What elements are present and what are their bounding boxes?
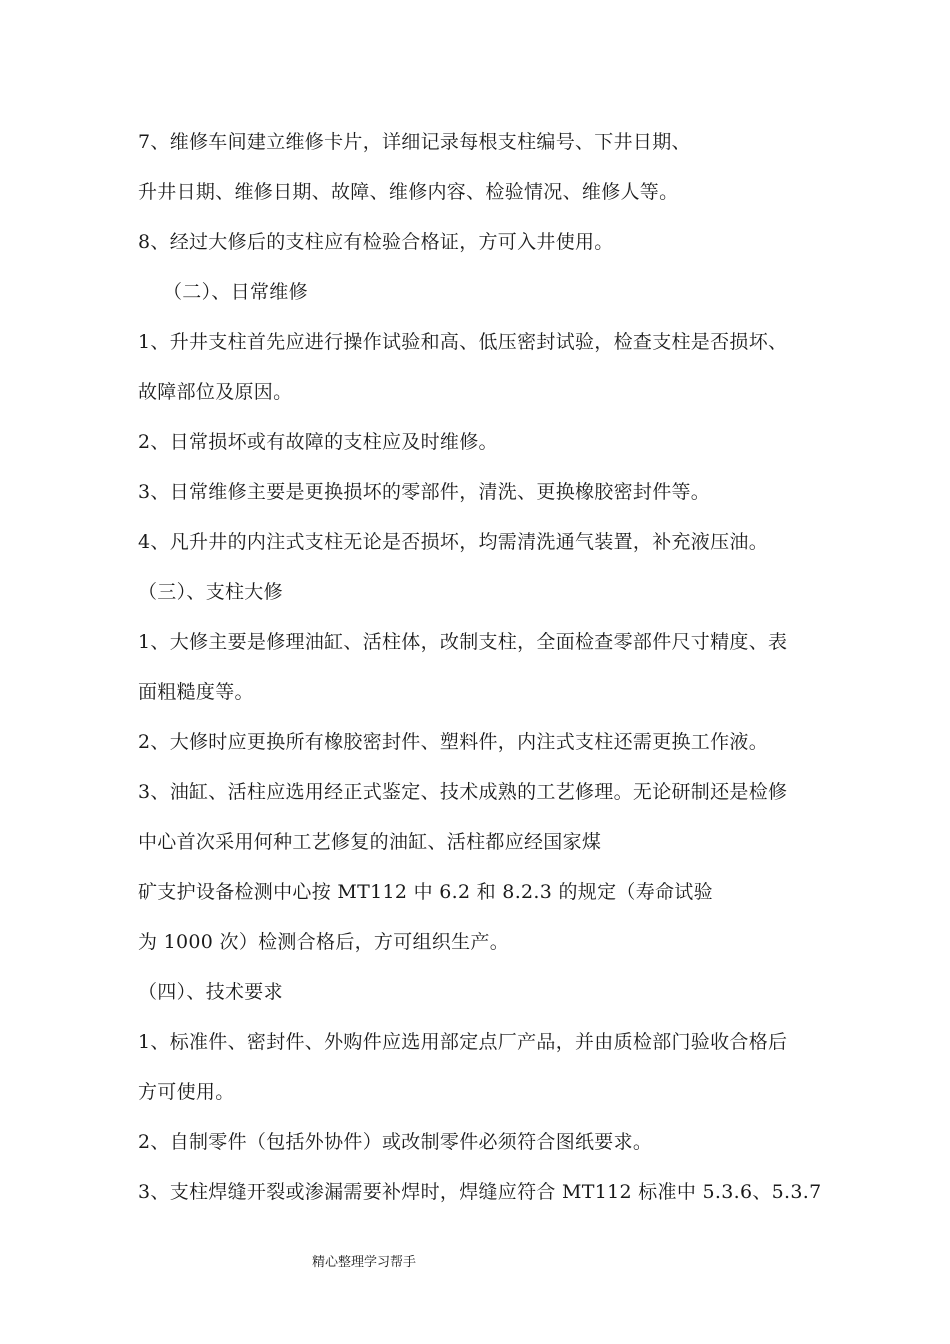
text-line: 3、日常维修主要是更换损坏的零部件，清洗、更换橡胶密封件等。 [138, 481, 711, 503]
text-line: 3、油缸、活柱应选用经正式鉴定、技术成熟的工艺修理。无论研制还是检修 [138, 781, 788, 803]
text-line: 3、支柱焊缝开裂或渗漏需要补焊时，焊缝应符合 MT112 标准中 5.3.6、5.3.7 [138, 1181, 822, 1203]
text-line: 4、凡升井的内注式支柱无论是否损坏，均需清洗通气装置，补充液压油。 [138, 531, 768, 553]
text-line: 1、标准件、密封件、外购件应选用部定点厂产品，并由质检部门验收合格后 [138, 1031, 788, 1053]
text-line: 中心首次采用何种工艺修复的油缸、活柱都应经国家煤 [138, 831, 602, 853]
text-line: 升井日期、维修日期、故障、维修内容、检验情况、维修人等。 [138, 181, 679, 203]
page-footer: 精心整理学习帮手 [312, 1255, 417, 1270]
text-line: 矿支护设备检测中心按 MT112 中 6.2 和 8.2.3 的规定（寿命试验 [138, 881, 713, 903]
text-line: 8、经过大修后的支柱应有检验合格证，方可入井使用。 [138, 231, 614, 253]
text-line: 1、大修主要是修理油缸、活柱体，改制支柱，全面检查零部件尺寸精度、表 [138, 631, 788, 653]
text-line: 面粗糙度等。 [138, 681, 254, 703]
text-line: 2、日常损坏或有故障的支柱应及时维修。 [138, 431, 498, 453]
section-heading: （四）、技术要求 [138, 981, 283, 1003]
section-heading: （三）、支柱大修 [138, 581, 283, 603]
text-line: 2、自制零件（包括外协件）或改制零件必须符合图纸要求。 [138, 1131, 653, 1153]
text-line: 方可使用。 [138, 1081, 235, 1103]
section-heading: （二）、日常维修 [163, 281, 308, 303]
text-line: 2、大修时应更换所有橡胶密封件、塑料件，内注式支柱还需更换工作液。 [138, 731, 768, 753]
text-line: 7、维修车间建立维修卡片，详细记录每根支柱编号、下井日期、 [138, 131, 691, 153]
text-line: 为 1000 次）检测合格后，方可组织生产。 [138, 931, 510, 953]
text-line: 1、升井支柱首先应进行操作试验和高、低压密封试验，检查支柱是否损坏、 [138, 331, 788, 353]
text-line: 故障部位及原因。 [138, 381, 293, 403]
